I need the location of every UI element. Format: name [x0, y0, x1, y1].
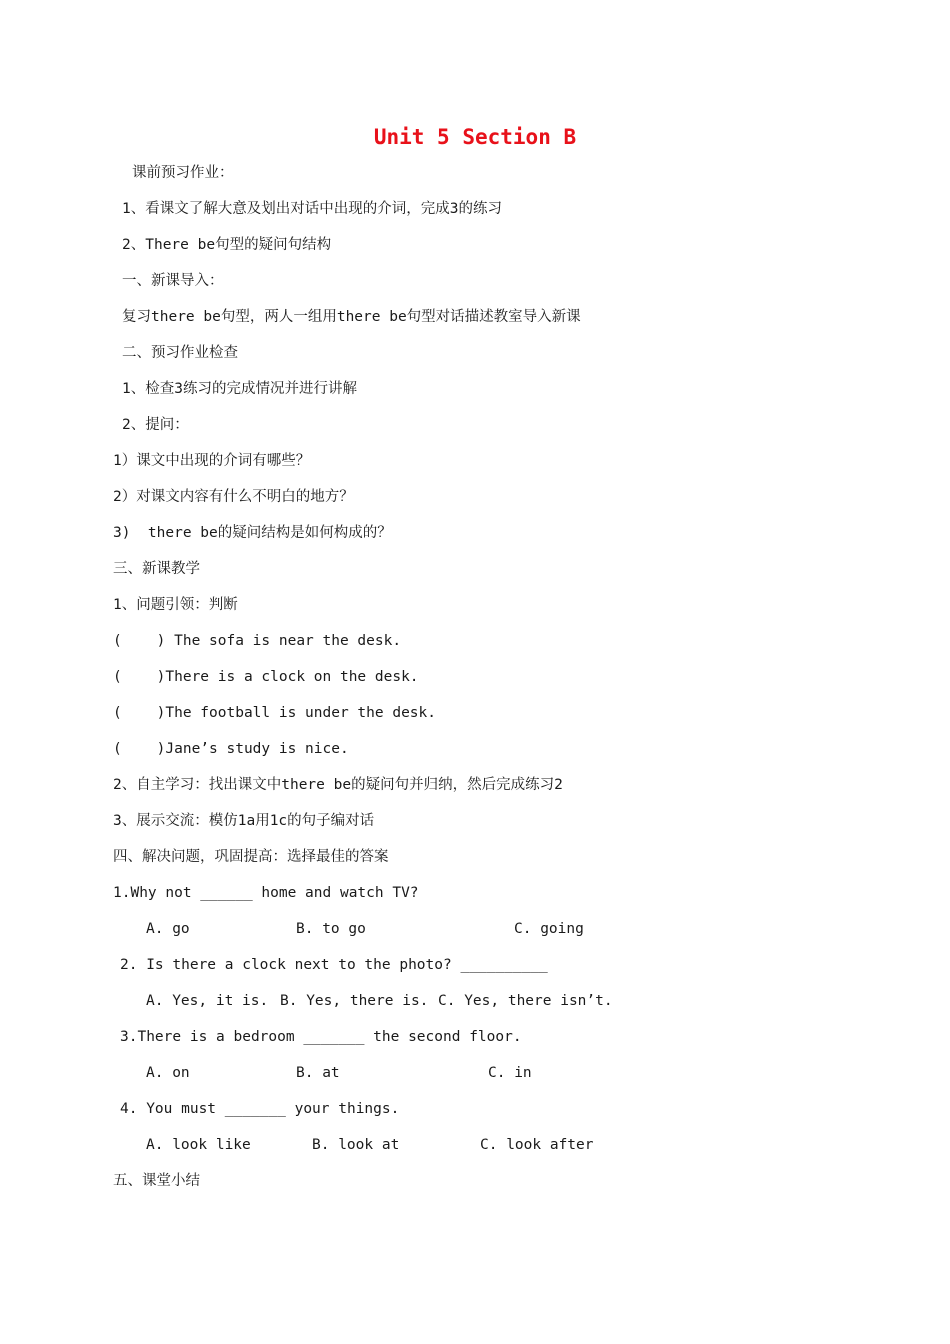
preview-task-1: 1、看课文了解大意及划出对话中出现的介词，完成3的练习 [122, 201, 502, 217]
mc-question-1-stem: 1.Why not ______ home and watch TV? [113, 885, 419, 901]
teaching-item-3: 3、展示交流：模仿1a用1c的句子编对话 [113, 813, 375, 829]
check-item-2: 2、提问： [122, 417, 189, 433]
mc-option: C. Yes, there isn’t. [438, 993, 613, 1009]
question-3: 3) there be的疑问结构是如何构成的？ [113, 525, 392, 541]
mc-option: C. look after [480, 1137, 594, 1153]
mc-question-4-options [0, 1134, 950, 1156]
judge-item-1: ( ) The sofa is near the desk. [113, 633, 402, 649]
check-item-1: 1、检查3练习的完成情况并进行讲解 [122, 381, 357, 397]
section-1-heading: 一、新课导入： [122, 273, 224, 289]
mc-question-3-stem: 3.There is a bedroom _______ the second floor. [120, 1029, 522, 1045]
mc-question-4-stem: 4. You must _______ your things. [120, 1101, 400, 1117]
mc-option: C. going [514, 921, 584, 937]
mc-question-2-options [0, 990, 950, 1012]
judge-item-4: ( )Jane’s study is nice. [113, 741, 349, 757]
question-2: 2）对课文内容有什么不明白的地方？ [113, 489, 354, 505]
mc-option: A. look like [146, 1137, 251, 1153]
section-5-heading: 五、课堂小结 [113, 1173, 200, 1189]
judge-item-2: ( )There is a clock on the desk. [113, 669, 419, 685]
mc-option: B. look at [312, 1137, 400, 1153]
document-title: Unit 5 Section B [373, 125, 577, 149]
mc-option: B. Yes, there is. [280, 993, 429, 1009]
mc-question-1-options [0, 918, 950, 940]
mc-option: C. in [488, 1065, 532, 1081]
section-3-heading: 三、新课教学 [113, 561, 200, 577]
teaching-item-1: 1、问题引领：判断 [113, 597, 238, 613]
preview-homework-heading: 课前预习作业： [132, 165, 234, 181]
mc-question-2-stem: 2. Is there a clock next to the photo? __________ [120, 957, 548, 973]
teaching-item-2: 2、自主学习：找出课文中there be的疑问句并归纳，然后完成练习2 [113, 777, 563, 793]
mc-question-3-options [0, 1062, 950, 1084]
mc-option: A. Yes, it is. [146, 993, 269, 1009]
mc-option: B. at [296, 1065, 340, 1081]
section-1-text: 复习there be句型，两人一组用there be句型对话描述教室导入新课 [122, 309, 581, 325]
question-1: 1）课文中出现的介词有哪些？ [113, 453, 311, 469]
judge-item-3: ( )The football is under the desk. [113, 705, 437, 721]
section-4-heading: 四、解决问题，巩固提高：选择最佳的答案 [113, 849, 389, 865]
section-2-heading: 二、预习作业检查 [122, 345, 238, 361]
mc-option: A. go [146, 921, 190, 937]
preview-task-2: 2、There be句型的疑问句结构 [122, 237, 332, 253]
mc-option: A. on [146, 1065, 190, 1081]
mc-option: B. to go [296, 921, 366, 937]
